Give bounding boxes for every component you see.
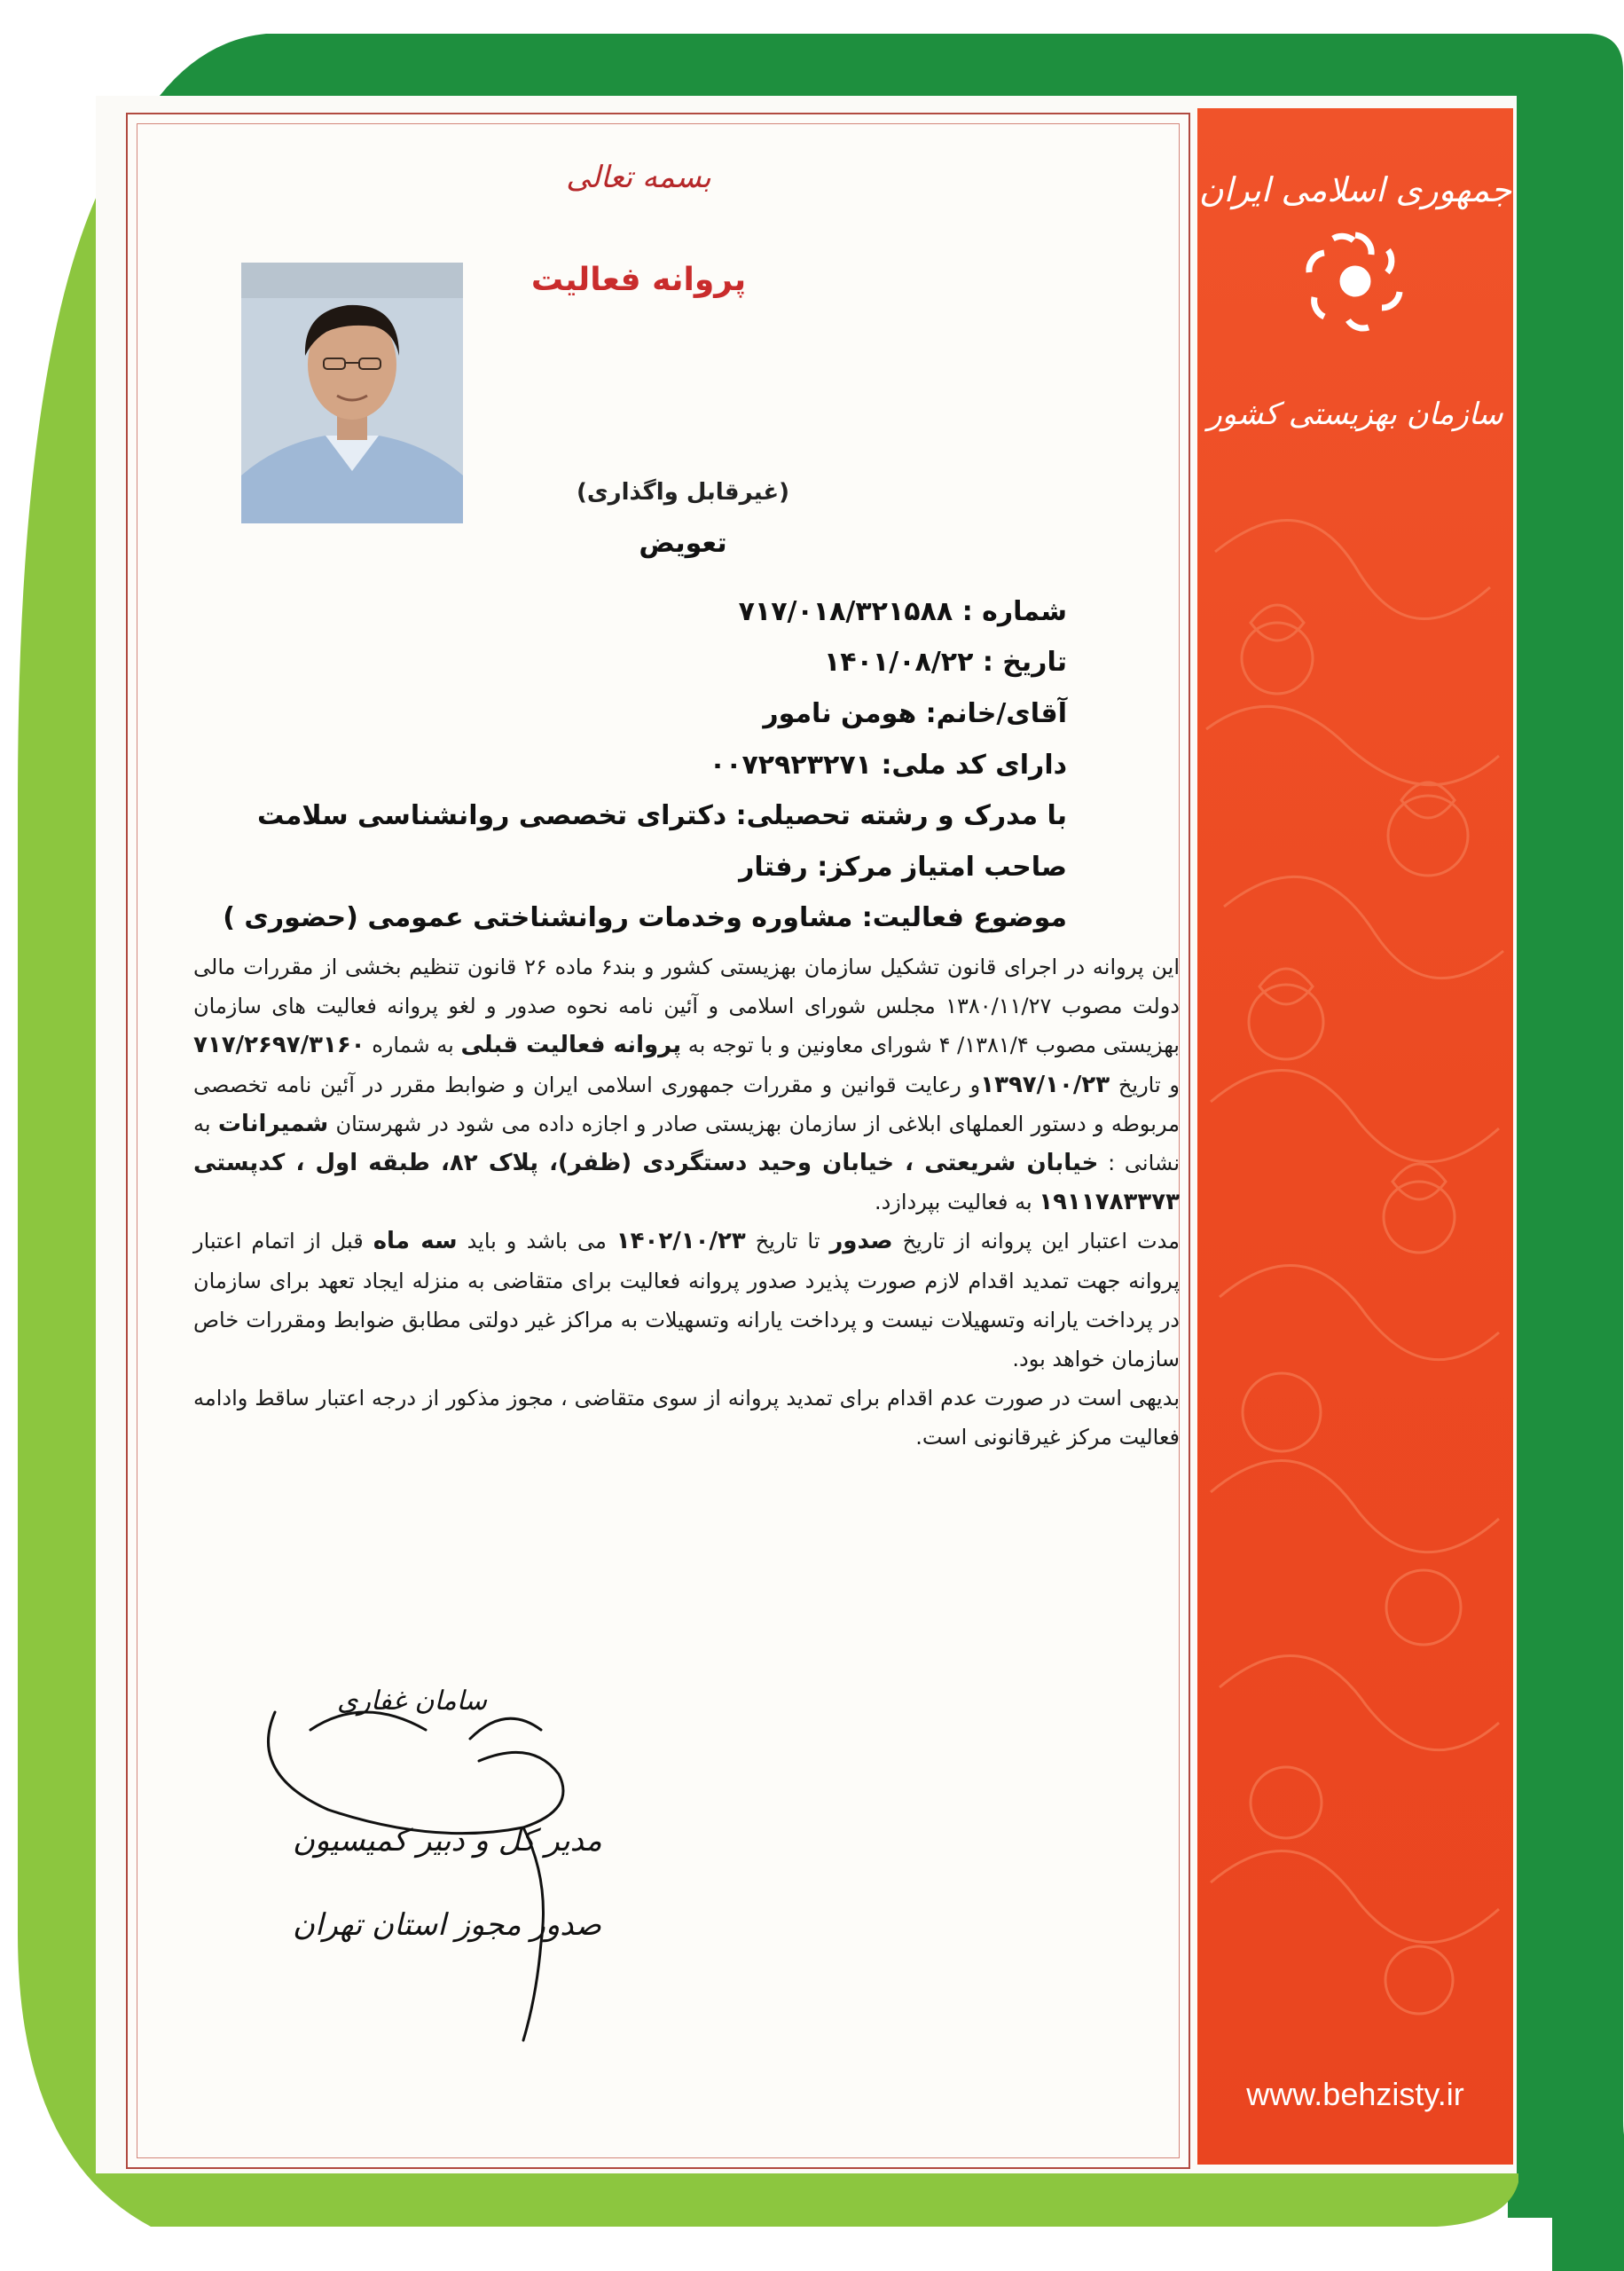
body-text: و تاریخ (1118, 1072, 1180, 1097)
activity-subject-value: مشاوره وخدمات روانشناختی عمومی (حضوری ) (223, 902, 853, 933)
holder-name-value: هومن نامور (763, 698, 917, 729)
non-transferable-note: (غیرقابل واگذاری) (576, 479, 790, 506)
holder-name-label: آقای/خانم: (925, 698, 1067, 729)
country-name: جمهوری اسلامی ایران (1198, 170, 1512, 209)
body-text: این پروانه در اجرای قانون تشکیل سازمان بهزیستی کشور و بند۶ ماده ۲۶ قانون تنظیم بخشی از مقررات مالی دولت مصوب ۱۳۸۰/۱۱/۲۷ مجلس شورای اسلامی و آئین نامه نحوه صدور و لغو پروانه فعالیت های سازمان بهزیستی مصوب ۱۳۸۱/۴/ ۴ شورای معاونین و با توجه به (193, 955, 1181, 1058)
license-body (193, 947, 1180, 1458)
issue-date-label: تاریخ : (982, 647, 1067, 678)
issue-word: صدور (829, 1228, 893, 1255)
three-months: سه ماه (373, 1228, 458, 1255)
website-link[interactable]: www.behzisty.ir (1246, 2076, 1464, 2112)
organization-name: سازمان بهزیستی کشور (1207, 397, 1503, 432)
license-number-value: ۷۱۷/۰۱۸/۳۲۱۵۸۸ (738, 596, 953, 627)
body-text: به شماره (372, 1033, 454, 1058)
holder-name-row (180, 696, 1067, 732)
activity-subject-label: موضوع فعالیت: (861, 902, 1067, 933)
issue-date-row (180, 645, 1067, 680)
signatory-name: سامان غفاری (337, 1686, 488, 1717)
body-text: تا تاریخ (755, 1229, 820, 1254)
activity-subject-row (180, 900, 1067, 936)
city-name: شمیرانات (217, 1110, 329, 1137)
body-paragraph-3: بدیهی است در صورت عدم اقدام برای تمدید پروانه از سوی متقاضی ، مجوز مذکور از درجه اعتبار ساقط وادامه فعالیت مرکز غیرقانونی است. (193, 1386, 1180, 1450)
national-id-row (180, 748, 1067, 783)
center-owner-label: صاحب امتیاز مرکز: (817, 852, 1067, 883)
body-text: به نشانی : (193, 1111, 1180, 1176)
body-paragraph-1 (193, 947, 1180, 1222)
portrait-photo (241, 263, 463, 523)
license-number-label: شماره : (961, 596, 1067, 627)
body-text: می باشد و باید (467, 1229, 607, 1254)
previous-license-number: ۷۱۷/۲۶۹۷/۳۱۶۰ (193, 1032, 365, 1059)
certificate-title: پروانه فعالیت (530, 262, 747, 298)
national-id-value: ۰۰۷۲۹۲۳۲۷۱ (709, 750, 872, 781)
expiry-date: ۱۴۰۲/۱۰/۲۳ (616, 1228, 746, 1255)
organization-band (1197, 108, 1513, 2165)
previous-license-label: پروانه فعالیت قبلی (460, 1032, 682, 1059)
signatory-office: صدور مجوز استان تهران (293, 1907, 601, 1943)
national-id-label: دارای کد ملی: (881, 750, 1067, 781)
body-text: به فعالیت بپردازد. (874, 1190, 1032, 1215)
center-address: خیابان شریعتی ، خیابان وحید دستگردی (ظفر)، پلاک ۸۲، طبقه اول ، کدپستی ۱۹۱۱۷۸۳۳۷۳ (193, 1150, 1180, 1216)
body-text: و رعایت قوانین و مقررات جمهوری اسلامی ایران و ضوابط مقرر در آئین نامه تخصصی مربوطه و دستور العملهای ابلاغی از سازمان بهزیستی صادر و اجازه داده می شود در شهرستان (193, 1072, 1180, 1136)
degree-row (180, 798, 1067, 834)
replacement-label: تعویض (639, 528, 727, 559)
body-text: مدت اعتبار این پروانه از تاریخ (902, 1229, 1181, 1254)
degree-label: با مدرک و رشته تحصیلی: (735, 800, 1067, 831)
degree-value: دکترای تخصصی روانشناسی سلامت (256, 800, 727, 831)
license-number-row (180, 594, 1067, 630)
issue-date-value: ۱۴۰۱/۰۸/۲۲ (824, 647, 974, 678)
center-owner-row (180, 850, 1067, 885)
signatory-title: مدیر کل و دبیر کمیسیون (293, 1823, 602, 1858)
basmala-heading: بسمه تعالی (566, 160, 711, 195)
handwritten-signature (257, 1677, 736, 2049)
previous-license-date: ۱۳۹۷/۱۰/۲۳ (980, 1071, 1110, 1098)
body-text: قبل از اتمام اعتبار پروانه جهت تمدید اقدام لازم صورت پذیرد صدور پروانه فعالیت برای متقاضی به منزله ایجاد تعهد برای سازمان در پرداخت یارانه وتسهیلات نیست و پرداخت یارانه وتسهیلات به مراکز غیر دولتی مطابق ضوابط ومقررات خاص سازمان خواهد بود. (193, 1229, 1180, 1372)
behzisti-flower-logo-icon (1302, 228, 1408, 334)
center-owner-value: رفتار (739, 852, 808, 883)
body-paragraph-2 (193, 1222, 1180, 1379)
